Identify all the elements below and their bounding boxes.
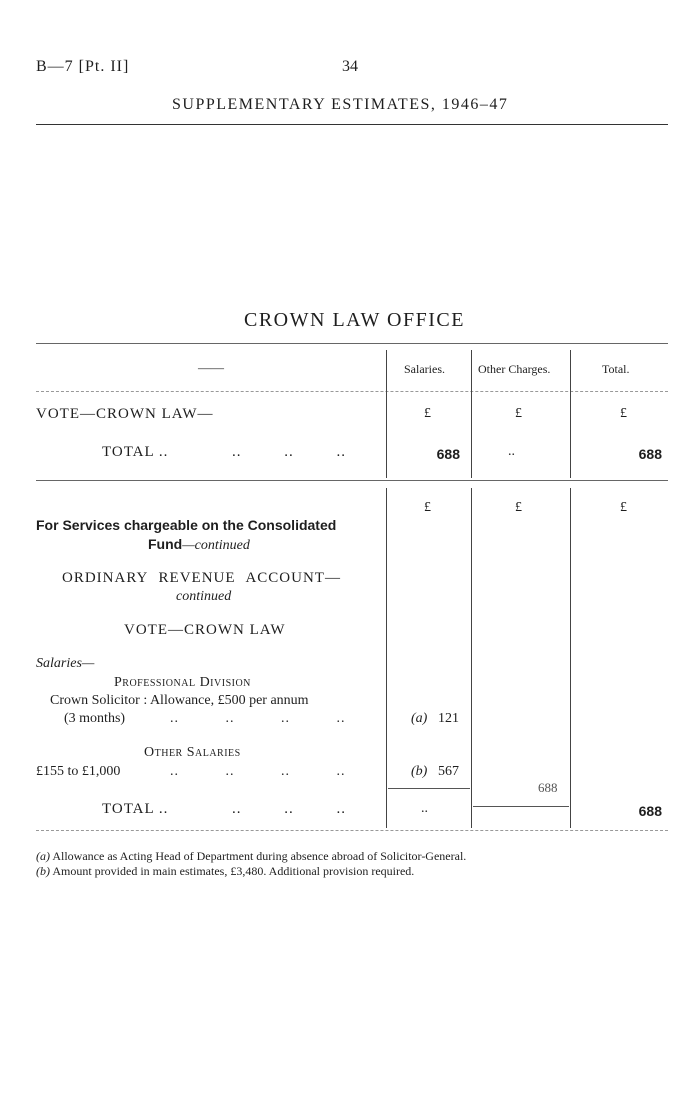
account-heading-continued: continued xyxy=(176,589,232,604)
table-top-rule xyxy=(36,343,668,344)
salaries-label: Salaries— xyxy=(36,656,95,671)
salary-range-amount: 567 xyxy=(438,764,459,779)
services-fund-label: Fund xyxy=(148,536,183,552)
footnote-b-text: Amount provided in main estimates, £3,480. Additional provision required. xyxy=(52,864,415,878)
salary-range-dots: .. .. .. .. xyxy=(170,764,346,779)
footnote-a xyxy=(36,849,466,864)
other-salaries-heading: Other Salaries xyxy=(144,745,241,760)
summary-grand-total: 688 xyxy=(638,446,662,462)
page-reference: B—7 [Pt. II] xyxy=(36,58,130,75)
column-header-rule xyxy=(36,391,668,392)
footnote-a-marker: (a) xyxy=(36,849,50,863)
column-divider xyxy=(386,350,387,478)
summary-vote-label: VOTE—CROWN LAW— xyxy=(36,406,214,422)
summary-other-charges-total: .. xyxy=(508,444,515,459)
other-charges-subtotal-rule xyxy=(473,806,569,807)
column-header-dash: —— xyxy=(198,360,224,375)
footnote-b xyxy=(36,864,414,879)
footnote-b-marker: (b) xyxy=(36,864,50,878)
detail-salaries-total: .. xyxy=(421,801,428,816)
crown-solicitor-line: Crown Solicitor : Allowance, £500 per annum xyxy=(50,693,309,708)
crown-solicitor-dots: .. .. .. .. xyxy=(170,711,346,726)
detail-currency-salaries: £ xyxy=(424,500,431,515)
detail-currency-total: £ xyxy=(620,500,627,515)
column-divider xyxy=(570,350,571,478)
services-heading-continued xyxy=(148,536,250,554)
column-divider xyxy=(471,488,472,828)
services-continued-label: —continued xyxy=(182,538,250,553)
currency-total: £ xyxy=(620,406,627,421)
summary-total-label: TOTAL .. xyxy=(102,444,169,460)
summary-bottom-rule xyxy=(36,480,668,481)
column-divider xyxy=(471,350,472,478)
column-header-other-charges: Other Charges. xyxy=(478,362,551,376)
crown-solicitor-note-marker: (a) xyxy=(411,711,428,726)
running-title: SUPPLEMENTARY ESTIMATES, 1946–47 xyxy=(172,96,509,113)
column-header-salaries: Salaries. xyxy=(404,362,445,376)
detail-currency-other-charges: £ xyxy=(515,500,522,515)
services-heading: For Services chargeable on the Consolidated xyxy=(36,517,337,533)
column-divider xyxy=(386,488,387,828)
salary-range-label: £155 to £1,000 xyxy=(36,764,121,779)
currency-salaries: £ xyxy=(424,406,431,421)
account-heading: ORDINARY REVENUE ACCOUNT— xyxy=(62,570,341,586)
salaries-subtotal-rule xyxy=(388,788,470,789)
table-bottom-rule xyxy=(36,830,668,831)
currency-other-charges: £ xyxy=(515,406,522,421)
detail-grand-total: 688 xyxy=(638,803,662,819)
detail-total-dots: .. .. .. xyxy=(232,801,346,817)
column-divider xyxy=(570,488,571,828)
crown-solicitor-amount: 121 xyxy=(438,711,459,726)
detail-total-label: TOTAL .. xyxy=(102,801,169,817)
summary-salaries-total: 688 xyxy=(436,446,460,462)
header-rule xyxy=(36,124,668,125)
other-charges-subtotal: 688 xyxy=(538,780,558,795)
page-number: 34 xyxy=(342,58,358,75)
professional-division-heading: Professional Division xyxy=(114,675,251,690)
footnote-a-text: Allowance as Acting Head of Department during absence abroad of Solicitor-General. xyxy=(52,849,467,863)
section-title: CROWN LAW OFFICE xyxy=(244,309,465,331)
column-header-total: Total. xyxy=(602,362,630,376)
salary-range-note-marker: (b) xyxy=(411,764,428,779)
summary-total-dots: .. .. .. xyxy=(232,444,346,460)
crown-solicitor-period: (3 months) xyxy=(64,711,126,726)
detail-vote-label: VOTE—CROWN LAW xyxy=(124,622,286,638)
